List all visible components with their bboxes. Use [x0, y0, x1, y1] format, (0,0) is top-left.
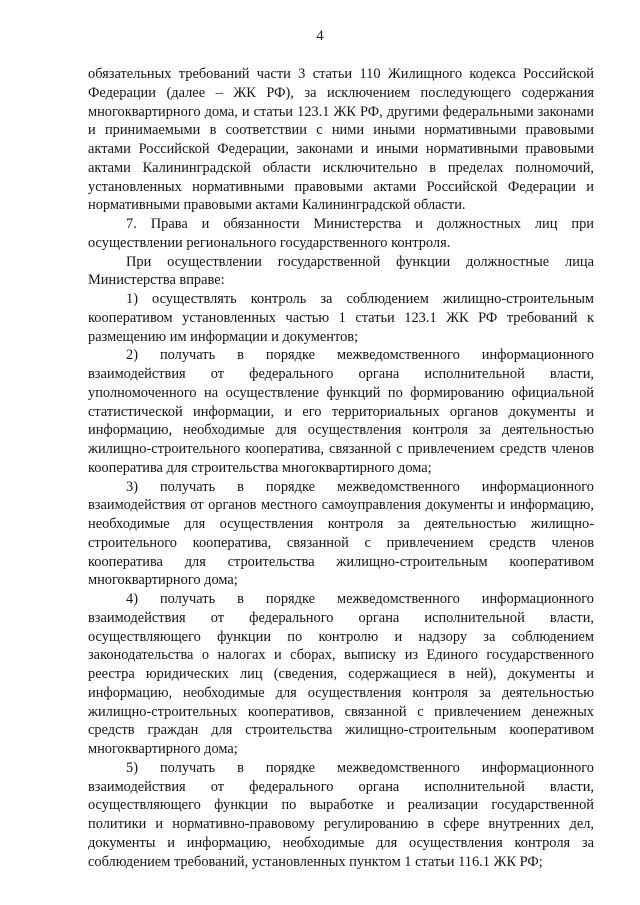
list-item-5: 5) получать в порядке межведомственного информационного взаимодействия от федерального органа исполнительной власти, осуществляющего функции по выработке и реализации государственной политики и нормативно-правовому регулированию в сфере внутренних дел, документы и информацию, необходимые для осуществления контроля за соблюдением требований, установленных пунктом 1 статьи 116.1 ЖК РФ; — [88, 759, 594, 870]
list-item-2: 2) получать в порядке межведомственного информационного взаимодействия от федерального органа исполнительной власти, уполномоченного на осуществление функций по формированию официальной статистической информации, и его территориальных органов документы и информацию, необходимые для осуществления контроля за деятельностью жилищно-строительного кооператива, связанной с привлечением средств членов кооператива для строительства многоквартирного дома; — [88, 347, 594, 476]
paragraph-rights-intro: При осуществлении государственной функции должностные лица Министерства вправе: — [88, 253, 594, 289]
list-item-4: 4) получать в порядке межведомственного информационного взаимодействия от федерального органа исполнительной власти, осуществляющего функции по контролю и надзору за соблюдением законодательства о налогах и сборах, выписку из Единого государственного реестра юридических лиц (сведения, содержащиеся в ней), документы и информацию, необходимые для осуществления контроля за деятельностью жилищно-строительных кооперативов, связанной с привлечением денежных средств граждан для строительства жилищно-строительным кооперативом многоквартирного дома; — [88, 591, 594, 757]
document-body — [88, 65, 594, 871]
paragraph-section-7: 7. Права и обязанности Министерства и должностных лиц при осуществлении регионального государственного контроля. — [88, 216, 594, 251]
list-item-1: 1) осуществлять контроль за соблюдением жилищно-строительным кооперативом установленных частью 1 статьи 123.1 ЖК РФ требований к размещению им информации и документов; — [88, 291, 594, 345]
page-number: 4 — [316, 28, 324, 44]
paragraph-continuation: обязательных требований части 3 статьи 110 Жилищного кодекса Российской Федерации (далее – ЖК РФ), за исключением последующего содержания многоквартирного дома, и статьи 123.1 ЖК РФ, другими федеральными законами и принимаемыми в соответствии с ними иными нормативными правовыми актами Российской Федерации, законами и иными нормативными правовыми актами Калининградской области исключительно в пределах полномочий, установленных нормативными правовыми актами Российской Федерации и нормативными правовыми актами Калининградской области. — [88, 66, 594, 214]
list-item-3: 3) получать в порядке межведомственного информационного взаимодействия от органов местного самоуправления документы и информацию, необходимые для осуществления контроля за деятельностью жилищно-строительного кооператива, связанной с привлечением средств членов кооператива для строительства жилищно-строительным кооперативом многоквартирного дома; — [88, 478, 594, 589]
